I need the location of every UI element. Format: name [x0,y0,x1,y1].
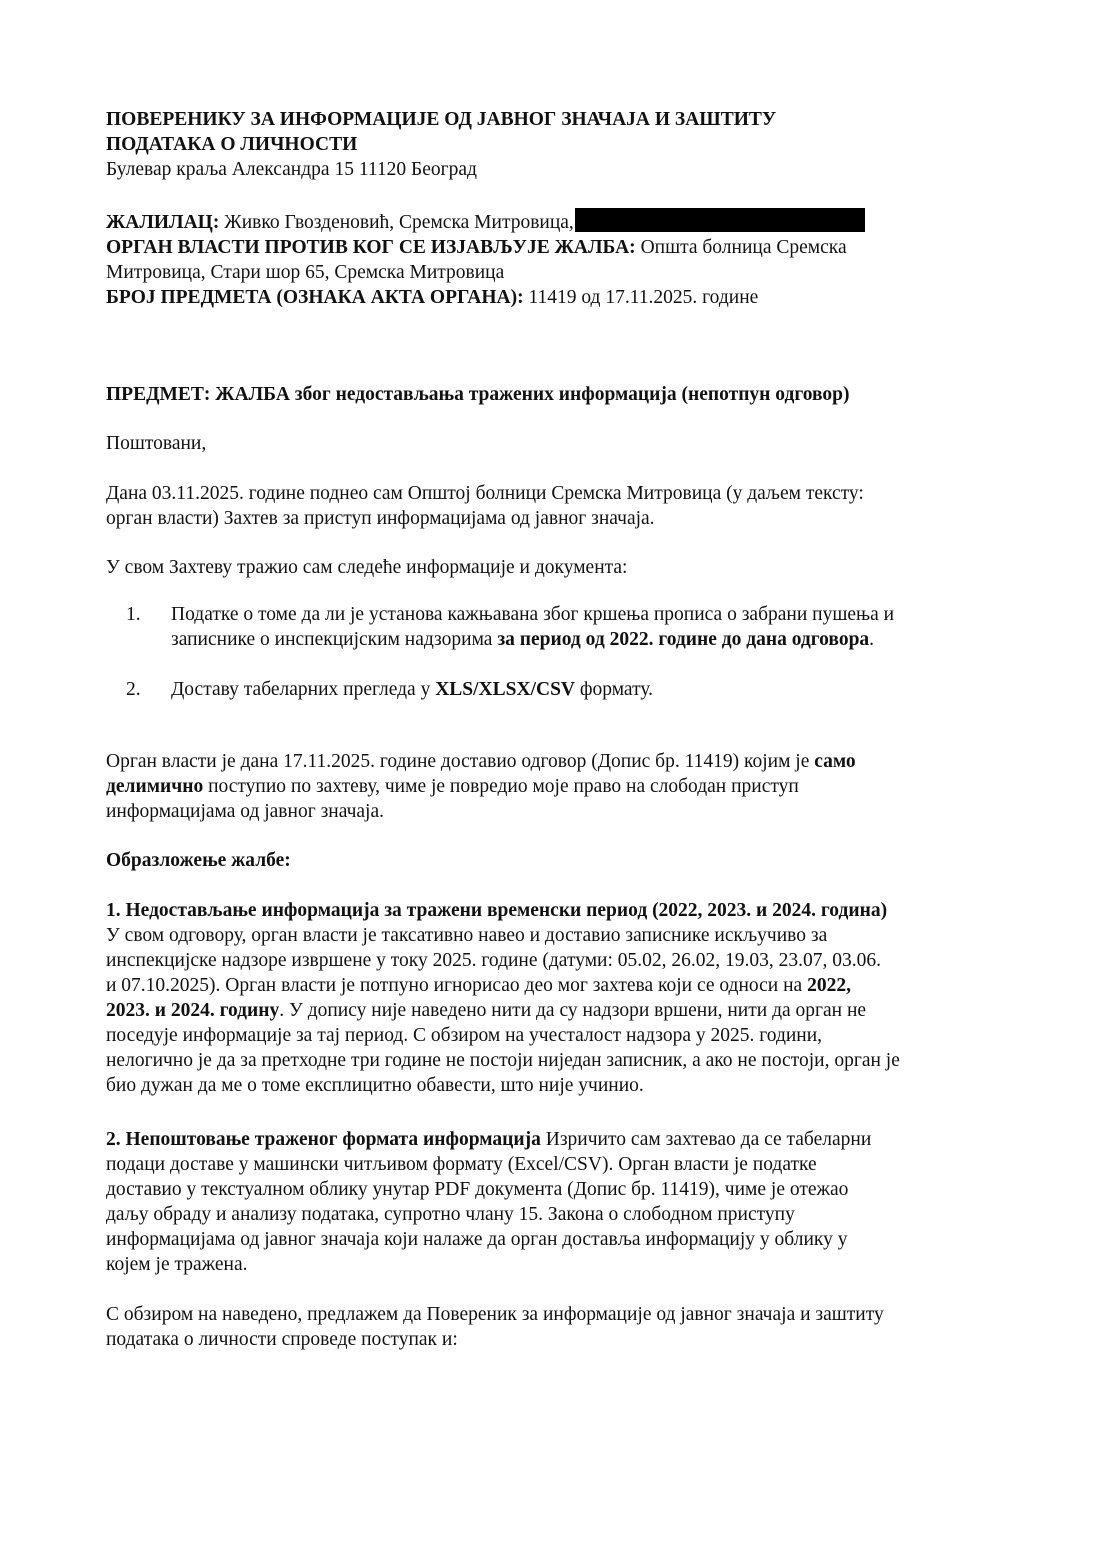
reason1-line4: . У допису није наведено нити да су надзори вршени, нити да орган не [279,1000,867,1021]
reason1-paragraph [106,898,1001,1098]
reason1-bold-years-b: 2023. и 2024. годину [106,1000,280,1021]
requests-list [126,602,1006,727]
reason1-line3: и 07.10.2025). Орган власти је потпуно игнорисао део мог захтева који се односи на [106,975,808,996]
response-line3: информацијама од јавног значаја. [106,801,384,822]
reason1-bold-years-a: 2022, [807,975,851,996]
request2-text: Доставу табеларних прегледа у [171,679,436,700]
request1-line1: Податке о томе да ли је установа кажњавана због кршења прописа о забрани пушења и [171,604,895,625]
response-line1: Орган власти је дана 17.11.2025. године доставио одговор (Допис бр. 11419) којим је [106,751,815,772]
closing-paragraph [106,1302,1001,1352]
reason2-paragraph [106,1127,1001,1277]
intro-line2: орган власти) Захтев за приступ информацијама од јавног значаја. [106,508,655,529]
response-line2: поступио по захтеву, чиме је повредио моје право на слободан приступ [203,776,799,797]
list-item [126,602,1006,652]
complainant-label: ЖАЛИЛАЦ: [106,212,220,233]
reason1-title: 1. Недостављање информација за тражени временски период (2022, 2023. и 2024. година) [106,900,888,921]
reason1-line7: био дужан да ме о томе експлицитно обавести, што није учинио. [106,1075,644,1096]
request2-format: XLS/XLSX/CSV [435,679,575,700]
case-value: 11419 од 17.11.2025. године [523,287,759,308]
intro-paragraph [106,481,1001,531]
requests-intro: У свом Захтеву тражио сам следеће информације и документа: [106,557,628,578]
greeting: Поштовани, [106,433,207,454]
response-bold-2: делимично [106,776,204,797]
list-item-number: 1. [126,604,141,625]
request1-period-end: . [869,629,875,650]
request2-end: формату. [575,679,654,700]
intro-line1: Дана 03.11.2025. године поднео сам Општој болници Сремска Митровица (у даљем тексту: [106,483,864,504]
reasons-heading [106,848,1001,873]
subject-line [106,382,1001,407]
addressee-address: Булевар краља Александра 15 11120 Београд [106,159,477,180]
addressee-title-line1: ПОВЕРЕНИКУ ЗА ИНФОРМАЦИЈЕ ОД ЈАВНОГ ЗНАЧАЈА И ЗАШТИТУ [106,109,777,130]
reason2-line5: информацијама од јавног значаја који налаже да орган доставља информацију у облику у [106,1229,848,1250]
reason1-line2: инспекцијске надзоре извршене у току 2025. године (датуми: 05.02, 26.02, 19.03, 23.07, 03.06. [106,950,882,971]
reason1-line5: поседује информације за тај период. С обзиром на учесталост надзора у 2025. години, [106,1025,823,1046]
closing-line2: података о личности спроведе поступак и: [106,1329,458,1350]
reason1-line1: У свом одговору, орган власти је таксативно навео и доставио записнике искључиво за [106,925,828,946]
list-item [126,677,1006,702]
authority-value-line2: Митровица, Стари шор 65, Сремска Митровица [106,262,505,283]
reason2-title: 2. Непоштовање траженог формата информација [106,1129,541,1150]
reason2-line2: подаци доставе у машински читљивом формату (Excel/CSV). Орган власти је податке [106,1154,817,1175]
request1-line2: записнике о инспекцијским надзорима [171,629,498,650]
response-paragraph [106,749,1001,824]
complainant-line [106,208,1001,235]
addressee-title-line2: ПОДАТАКА О ЛИЧНОСТИ [106,134,358,155]
response-bold-1: само [814,751,856,772]
authority-label: ОРГАН ВЛАСТИ ПРОТИВ КОГ СЕ ИЗЈАВЉУЈЕ ЖАЛБА: [106,237,636,258]
list-item-number: 2. [126,679,141,700]
reason2-line1: Изричито сам захтевао да се табеларни [540,1129,872,1150]
closing-line1: С обзиром на наведено, предлажем да Повереник за информације од јавног значаја и заштиту [106,1304,884,1325]
authority-line1 [106,235,1001,260]
case-line [106,285,1001,310]
parties-block [106,208,1001,310]
case-label: БРОЈ ПРЕДМЕТА (ОЗНАКА АКТА ОРГАНА): [106,287,524,308]
redaction-bar [575,208,865,232]
subject-text: ПРЕДМЕТ: ЖАЛБА због недостављања тражених информација (непотпун одговор) [106,384,850,405]
reason1-line6: нелогично је да за претходне три године не постоји ниједан записник, а ако не постоји, орган је [106,1050,900,1071]
reason2-line4: даљу обраду и анализу података, супротно члану 15. Закона о слободном приступу [106,1204,795,1225]
authority-value-line1: Општа болница Сремска [635,237,847,258]
request1-period: за период од 2022. године до дана одговора [497,629,870,650]
reason2-line6: којем је тражена. [106,1254,248,1275]
complainant-value: Живко Гвозденовић, Сремска Митровица, [219,212,574,233]
reason2-line3: доставио у текстуалном облику унутар PDF документа (Допис бр. 11419), чиме је отежао [106,1179,849,1200]
reasons-heading-text: Образложење жалбе: [106,850,291,871]
addressee-block [106,107,1001,182]
